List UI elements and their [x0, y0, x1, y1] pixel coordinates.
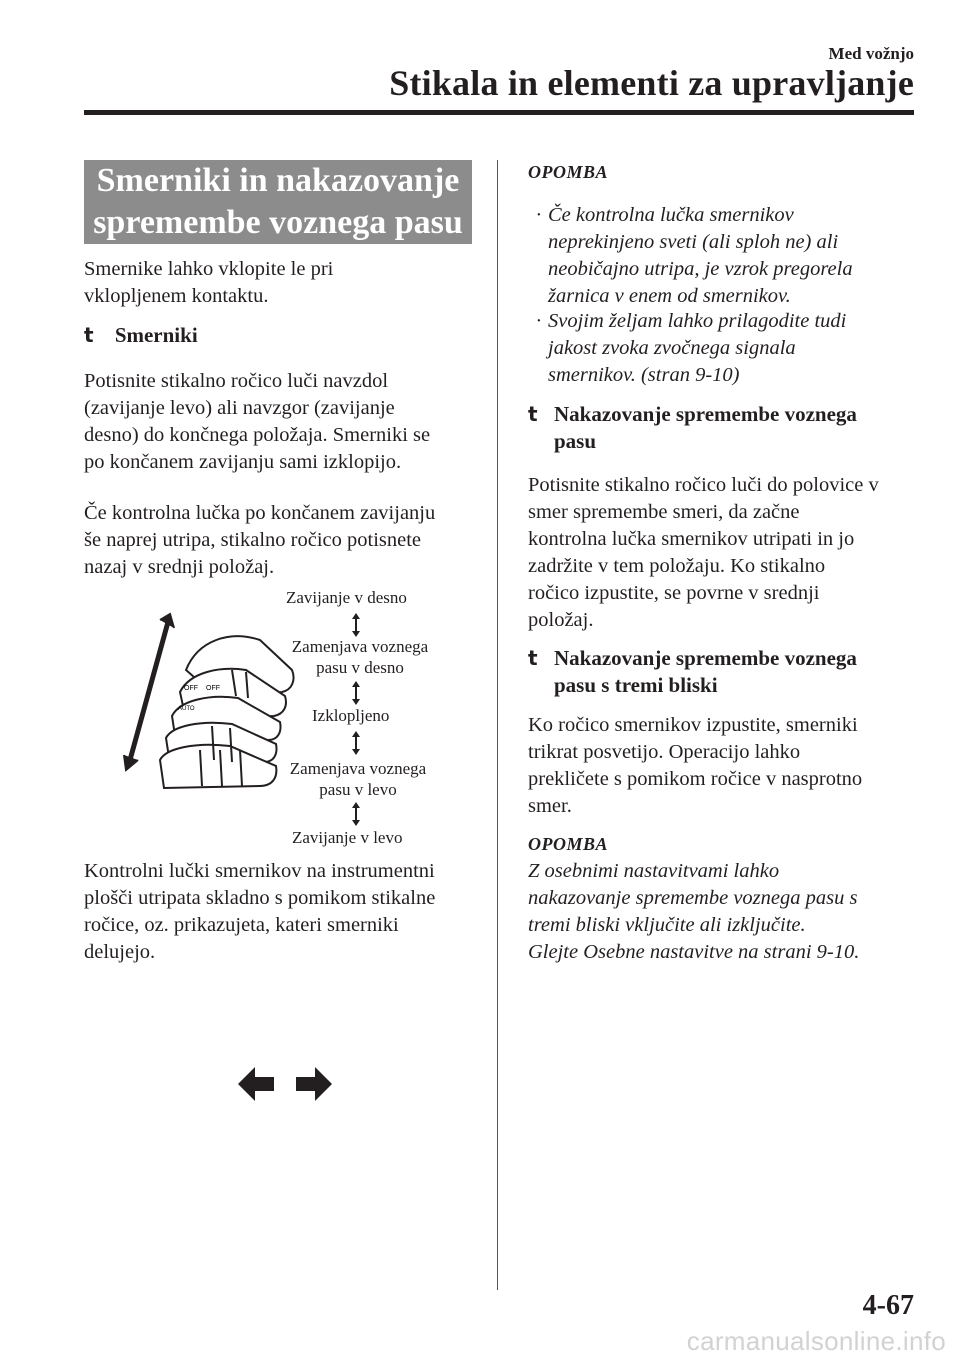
double-arrow-icon	[350, 613, 362, 637]
header-rule	[84, 110, 914, 115]
paragraph	[528, 712, 920, 820]
label-lane-change-right	[272, 636, 448, 678]
text-line: smernikov. (stran 9-10)	[548, 364, 740, 386]
text-line: zadržite v tem položaju. Ko stikalno	[528, 555, 826, 577]
text-line: trikrat posvetijo. Operacijo lahko	[528, 741, 801, 763]
double-arrow-icon	[350, 802, 362, 826]
text-line: po končanem zavijanju sami izklopijo.	[84, 451, 402, 473]
turn-signal-indicators-icon	[238, 1066, 332, 1102]
intro-paragraph	[84, 256, 479, 310]
text-line: smer.	[528, 795, 572, 817]
paragraph	[84, 858, 479, 966]
text-line: nakazovanje spremembe voznega pasu s	[528, 887, 858, 909]
paragraph	[84, 368, 479, 476]
text-line: desno) do končnega položaja. Smerniki se	[84, 424, 431, 446]
section-heading-line: Smerniki in nakazovanje	[96, 162, 460, 199]
text-line: ročice, oz. prikazujeta, kateri smerniki	[84, 914, 399, 936]
text-line: Zamenjava voznega	[291, 637, 429, 656]
text-line: Glejte Osebne nastavitve na strani 9-10.	[528, 941, 860, 963]
text-line: neprekinjeno sveti (ali sploh ne) ali	[548, 231, 839, 253]
text-line: nazaj v srednji položaj.	[84, 556, 275, 578]
column-divider	[497, 160, 498, 1290]
watermark: carmanualsonline.info	[686, 1326, 946, 1356]
label-lane-change-left	[270, 758, 446, 800]
text-line: plošči utripata skladno s pomikom stikalne	[84, 887, 436, 909]
text-line: žarnica v enem od smernikov.	[548, 285, 791, 307]
text-line: ročico izpustite, se povrne v srednji	[528, 582, 820, 604]
paragraph	[84, 500, 479, 581]
section-heading	[84, 160, 472, 244]
bullet-marker: t	[528, 646, 538, 670]
switch-label: OFF	[184, 685, 198, 692]
double-arrow-icon	[350, 681, 362, 705]
text-line: Kontrolni lučki smernikov na instrumentni	[84, 860, 435, 882]
subheading-text	[554, 401, 918, 455]
text-line: Zamenjava voznega	[289, 759, 427, 778]
text-line: vklopljenem kontaktu.	[84, 285, 269, 307]
bullet-marker: t	[528, 402, 538, 426]
paragraph	[528, 472, 920, 634]
bullet-marker: t	[84, 323, 94, 347]
page-title: Stikala in elementi za upravljanje	[389, 63, 914, 103]
subheading-text: Smerniki	[114, 323, 198, 347]
subheading-text	[554, 645, 918, 699]
text-line: pasu	[554, 429, 597, 453]
note-bullet	[536, 308, 908, 389]
text-line: jakost zvoka zvočnega signala	[548, 337, 796, 359]
subheading-lane-change	[528, 401, 918, 455]
section-heading-line: spremembe voznega pasu	[93, 204, 463, 241]
text-line: pasu s tremi bliski	[554, 673, 718, 697]
text-line: kontrolna lučka smernikov utripati in jo	[528, 528, 855, 550]
section-title: Med vožnjo	[828, 44, 914, 63]
double-arrow-icon	[350, 731, 362, 755]
text-line: Nakazovanje spremembe voznega	[554, 402, 857, 426]
text-line: tremi bliski vključite ali izključite.	[528, 914, 806, 936]
note-label: OPOMBA	[528, 834, 609, 854]
text-line: Če kontrolna lučka po končanem zavijanju	[84, 502, 436, 524]
page-number: 4-67	[862, 1290, 914, 1321]
text-line: smer spremembe smeri, da začne	[528, 501, 800, 523]
text-line: položaj.	[528, 609, 594, 631]
text-line: pasu v desno	[316, 658, 404, 677]
text-line: neobičajno utripa, je vzrok pregorela	[548, 258, 853, 280]
text-line: Z osebnimi nastavitvami lahko	[528, 860, 780, 882]
text-line: Svojim željam lahko prilagodite tudi	[548, 310, 847, 332]
text-line: Če kontrolna lučka smernikov	[548, 204, 794, 226]
note-bullet	[536, 202, 908, 310]
text-line: prekličete s pomikom ročice v nasprotno	[528, 768, 863, 790]
label-left-turn: Zavijanje v levo	[292, 828, 403, 847]
note-label: OPOMBA	[528, 162, 609, 182]
bullet-dot: ·	[536, 310, 542, 332]
text-line: pasu v levo	[319, 780, 397, 799]
note-text	[528, 858, 920, 966]
left-arrow-icon	[238, 1067, 274, 1101]
subheading-three-flash	[528, 645, 918, 699]
text-line: Ko ročico smernikov izpustite, smerniki	[528, 714, 858, 736]
text-line: Potisnite stikalno ročico luči navzdol	[84, 370, 389, 392]
text-line: delujejo.	[84, 941, 156, 963]
text-line: Smernike lahko vklopite le pri	[84, 258, 334, 280]
switch-label: AUTO	[178, 706, 195, 712]
text-line: (zavijanje levo) ali navzgor (zavijanje	[84, 397, 395, 419]
label-right-turn: Zavijanje v desno	[286, 588, 407, 607]
subheading-turn-signals	[84, 322, 198, 349]
right-arrow-icon	[296, 1067, 332, 1101]
text-line: Nakazovanje spremembe voznega	[554, 646, 857, 670]
text-line: še naprej utripa, stikalno ročico potisnete	[84, 529, 422, 551]
switch-label: OFF	[206, 685, 220, 692]
text-line: Potisnite stikalno ročico luči do polovice v	[528, 474, 879, 496]
bullet-dot: ·	[536, 204, 542, 226]
label-off: Izklopljeno	[312, 706, 390, 725]
